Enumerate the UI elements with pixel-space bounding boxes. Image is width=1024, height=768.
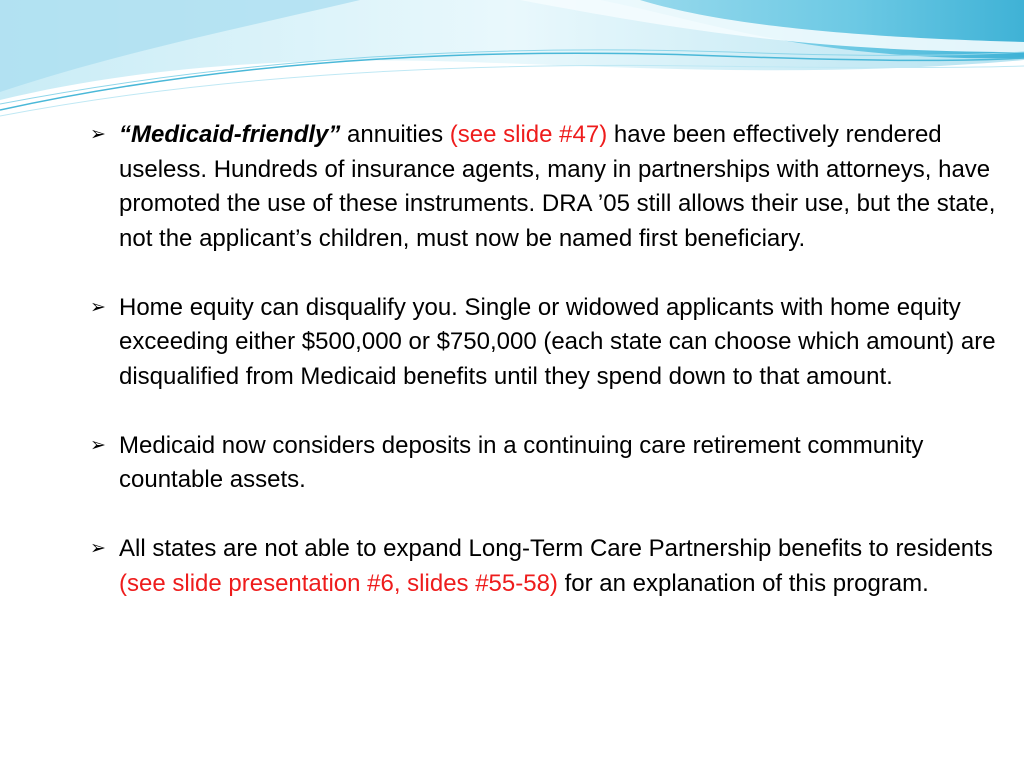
slide-reference: (see slide presentation #6, slides #55-58) — [119, 569, 558, 597]
arrow-bullet-icon: ➢ — [90, 434, 106, 456]
bullet-item — [90, 532, 1000, 601]
slide-body — [90, 118, 1000, 636]
bullet-text: for an explanation of this program. — [557, 569, 929, 597]
bullet-item — [90, 429, 1000, 498]
emphasized-term: “Medicaid-friendly” — [119, 121, 341, 148]
bullet-text: All states are not able to expand Long-Term Care Partnership benefits to residents — [119, 535, 993, 562]
bullet-text: Medicaid now considers deposits in a continuing care retirement community countable assets. — [119, 431, 924, 493]
arrow-bullet-icon: ➢ — [90, 538, 106, 559]
arrow-bullet-icon: ➢ — [90, 296, 106, 318]
arrow-bullet-icon: ➢ — [90, 124, 106, 145]
slide-reference: (see slide #47) — [449, 121, 608, 148]
header-wave-decoration — [0, 0, 1024, 120]
bullet-item — [90, 291, 1000, 395]
bullet-text: Home equity can disqualify you. Single or widowed applicants with home equity exceeding either $500,000 or $750,000 (each state can choose which amount) are disqualified from Medicaid benefits until they spend down to that amount. — [119, 293, 996, 390]
bullet-text: annuities — [340, 121, 450, 148]
wave-line-3 — [0, 65, 1024, 116]
bullet-item — [90, 118, 1000, 256]
bullet-text: have been effectively rendered useless. Hundreds of insurance agents, many in partnerships with attorneys, have promoted the use of these instruments. DRA ’05 still allows their use, but the state, not the applicant’s children, must now be named first beneficiary. — [119, 121, 996, 252]
